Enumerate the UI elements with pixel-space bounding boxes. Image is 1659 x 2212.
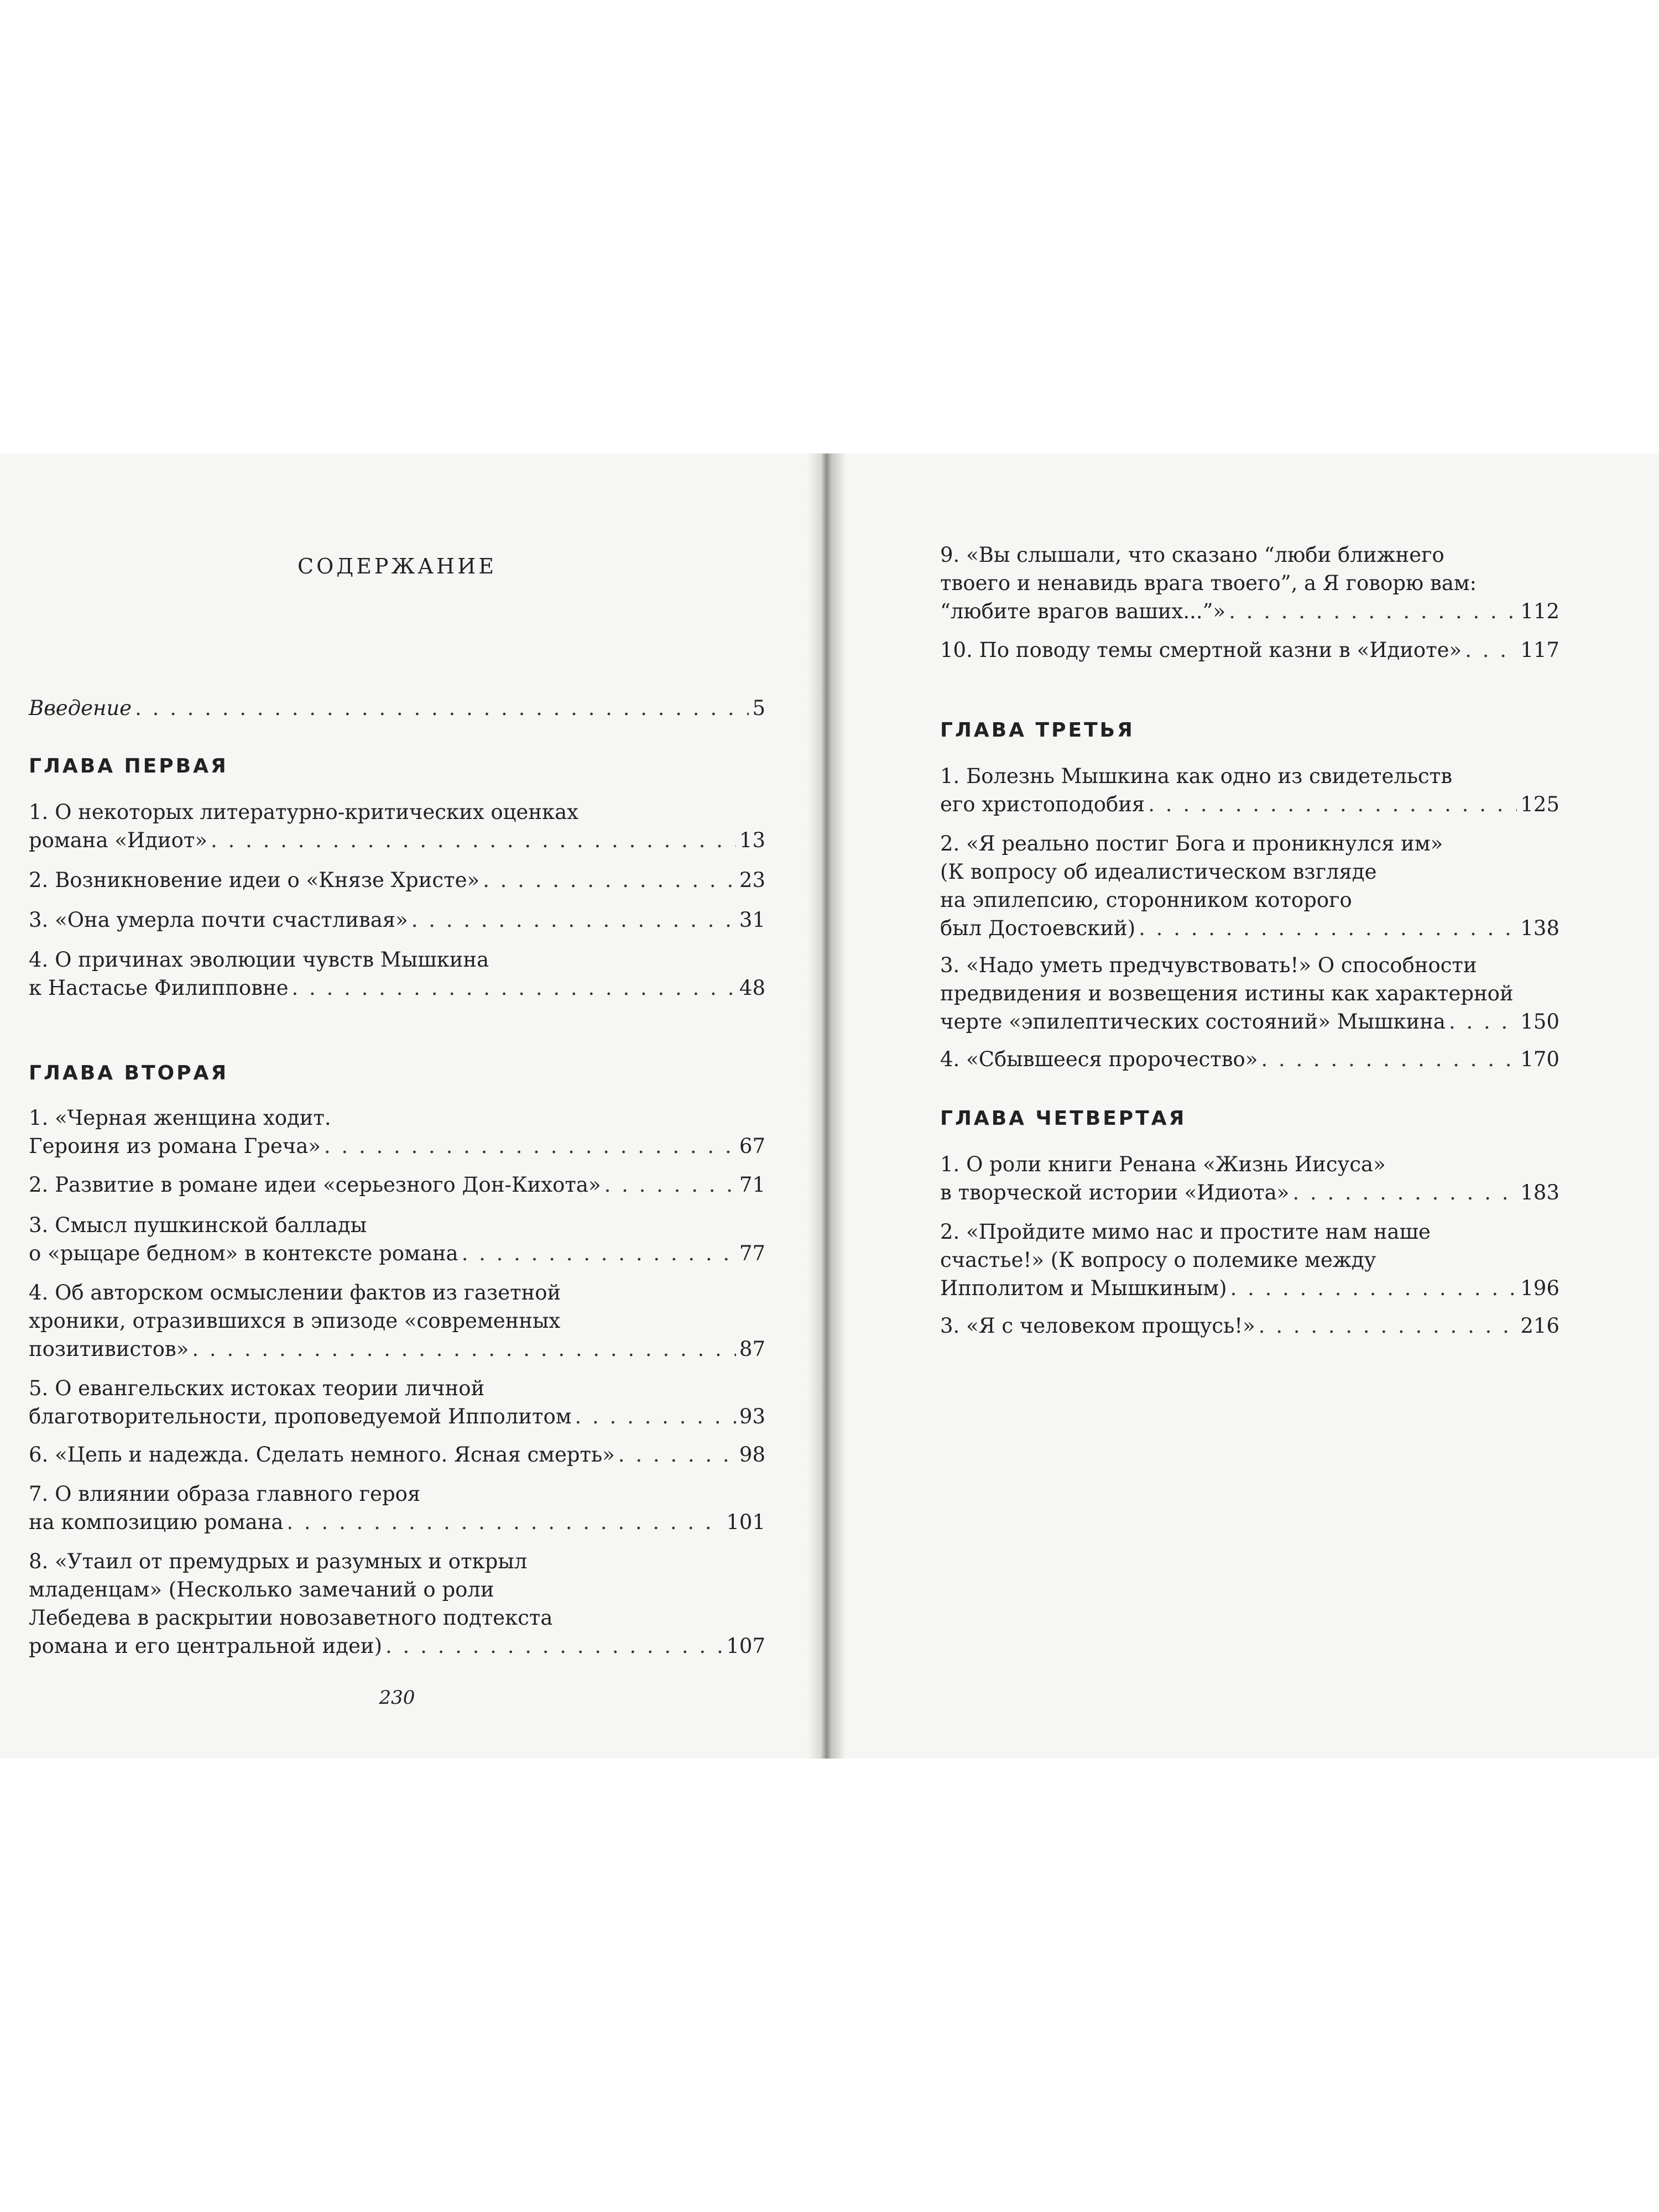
toc-entry-line: 8. «Утаил от премудрых и разумных и открыл (29, 1550, 528, 1573)
toc-entry-line: 4. «Сбывшееся пророчество» (940, 1047, 1258, 1071)
leader-dots (192, 1335, 736, 1363)
toc-entry-line: 3. «Надо уметь предчувствовать!» О способности (940, 953, 1477, 977)
toc-entry-line: 6. «Цепь и надежда. Сделать немного. Ясная смерть» (29, 1443, 615, 1467)
toc-entry-line: 1. О некоторых литературно-критических оценках (29, 800, 579, 824)
toc-entry[interactable] (940, 1312, 1559, 1340)
toc-entry[interactable] (29, 1480, 765, 1536)
toc-entry-line: романа «Идиот» (29, 828, 208, 852)
toc-page-number: 87 (739, 1337, 765, 1361)
toc-entry-line: 3. «Она умерла почти счастливая» (29, 908, 408, 932)
toc-page-number: 98 (739, 1443, 765, 1467)
toc-page-number: 150 (1520, 1010, 1559, 1034)
toc-entry-line: 1. О роли книги Ренана «Жизнь Иисуса» (940, 1152, 1386, 1176)
right-page (846, 453, 1659, 1759)
toc-entry-line: 4. Об авторском осмыслении фактов из газетной (29, 1281, 561, 1305)
toc-entry-line: 2. «Я реально постиг Бога и проникнулся им» (940, 832, 1443, 855)
toc-page-number: 112 (1520, 599, 1559, 623)
toc-page-number: 107 (726, 1634, 765, 1658)
leader-dots (1230, 1274, 1517, 1302)
toc-page-number: 31 (739, 908, 765, 932)
leader-dots (1292, 1178, 1517, 1207)
toc-entry-line: 1. Болезнь Мышкина как одно из свидетельств (940, 764, 1453, 788)
toc-page-number: 183 (1520, 1181, 1559, 1204)
toc-entry-intro[interactable] (29, 694, 765, 722)
chapter-heading: ГЛАВА ПЕРВАЯ (29, 755, 228, 778)
toc-entry[interactable] (29, 1211, 765, 1267)
toc-entry[interactable] (29, 1441, 765, 1469)
left-page (0, 453, 807, 1759)
toc-entry[interactable] (29, 1171, 765, 1199)
chapter-heading: ГЛАВА ЧЕТВЕРТАЯ (940, 1107, 1187, 1130)
toc-page-number: 48 (739, 976, 765, 1000)
toc-entry-line: 9. «Вы слышали, что сказано “люби ближнего (940, 543, 1444, 567)
toc-entry-text: Введение (29, 696, 132, 720)
leader-dots (618, 1441, 736, 1469)
toc-entry-line: 2. «Пройдите мимо нас и простите нам наше (940, 1220, 1431, 1244)
toc-entry-line: Героиня из романа Греча» (29, 1134, 321, 1158)
toc-entry-line: хроники, отразившихся в эпизоде «современных (29, 1309, 561, 1333)
toc-entry-line: в творческой истории «Идиота» (940, 1181, 1290, 1204)
leader-dots (575, 1402, 736, 1431)
toc-entry-line: 2. Развитие в романе идеи «серьезного Дон-Кихота» (29, 1173, 601, 1197)
toc-page-number: 138 (1520, 916, 1559, 940)
toc-entry-line: на эпилепсию, сторонником которого (940, 888, 1352, 912)
toc-entry-line: его христоподобия (940, 792, 1145, 816)
toc-entry-line: 7. О влиянии образа главного героя (29, 1482, 421, 1506)
toc-page-number: 93 (739, 1405, 765, 1428)
toc-entry[interactable] (29, 906, 765, 934)
toc-entry[interactable] (940, 1150, 1559, 1207)
leader-dots (1449, 1008, 1517, 1036)
chapter-heading: ГЛАВА ТРЕТЬЯ (940, 719, 1135, 742)
toc-page-number: 216 (1520, 1314, 1559, 1338)
leader-dots (1261, 1045, 1517, 1073)
toc-entry-line: о «рыцаре бедном» в контексте романа (29, 1241, 458, 1265)
toc-entry-line: 5. О евангельских истоках теории личной (29, 1376, 485, 1400)
toc-page-number: 23 (739, 868, 765, 892)
toc-page-number: 77 (739, 1241, 765, 1265)
toc-entry-line: счастье!» (К вопросу о полемике между (940, 1248, 1376, 1272)
toc-entry-line: 10. По поводу темы смертной казни в «Идиоте» (940, 638, 1462, 662)
toc-entry-line: 2. Возникновение идеи о «Князе Христе» (29, 868, 480, 892)
toc-entry-line: предвидения и возвещения истины как характерной (940, 982, 1514, 1005)
leader-dots (211, 826, 736, 854)
toc-page-number: 13 (739, 828, 765, 852)
leader-dots (462, 1239, 736, 1267)
leader-dots (411, 906, 736, 934)
leader-dots (1259, 1312, 1517, 1340)
leader-dots (286, 1508, 723, 1536)
leader-dots (483, 866, 736, 894)
toc-entry[interactable] (940, 830, 1559, 942)
toc-entry-line: благотворительности, проповедуемой Ипполитом (29, 1405, 572, 1428)
book-gutter (807, 453, 846, 1759)
toc-page-number: 117 (1520, 638, 1559, 662)
toc-entry[interactable] (940, 541, 1559, 625)
toc-entry-line: позитивистов» (29, 1337, 189, 1361)
toc-entry-line: 3. «Я с человеком прощусь!» (940, 1314, 1255, 1338)
toc-page-number: 196 (1520, 1276, 1559, 1300)
toc-entry-line: твоего и ненавидь врага твоего”, а Я говорю вам: (940, 571, 1477, 595)
leader-dots (385, 1632, 723, 1660)
toc-entry-line: “любите врагов ваших...”» (940, 599, 1226, 623)
leader-dots (604, 1171, 736, 1199)
toc-entry[interactable] (29, 1547, 765, 1660)
toc-page-number: 101 (726, 1510, 765, 1534)
toc-page-number: 5 (752, 696, 765, 720)
contents-title: СОДЕРЖАНИЕ (298, 554, 497, 578)
toc-entry[interactable] (940, 1045, 1559, 1073)
book-spread (0, 453, 1659, 1759)
toc-entry[interactable] (940, 1218, 1559, 1302)
toc-entry-line: 4. О причинах эволюции чувств Мышкина (29, 948, 489, 972)
toc-entry[interactable] (29, 1374, 765, 1431)
toc-entry[interactable] (29, 946, 765, 1002)
toc-entry-line: 1. «Черная женщина ходит. (29, 1106, 331, 1130)
leader-dots (1465, 636, 1517, 664)
toc-page-number: 170 (1520, 1047, 1559, 1071)
toc-entry-line: романа и его центральной идеи) (29, 1634, 383, 1658)
toc-entry-line: Лебедева в раскрытии новозаветного подтекста (29, 1606, 553, 1630)
toc-page-number: 67 (739, 1134, 765, 1158)
toc-page-number: 125 (1520, 792, 1559, 816)
leader-dots (1229, 597, 1517, 625)
toc-entry[interactable] (29, 1279, 765, 1363)
toc-entry-line: черте «эпилептических состояний» Мышкина (940, 1010, 1446, 1034)
toc-page-number: 71 (739, 1173, 765, 1197)
leader-dots (1139, 914, 1517, 942)
toc-entry-line: (К вопросу об идеалистическом взгляде (940, 860, 1377, 884)
toc-entry[interactable] (940, 636, 1559, 664)
leader-dots (292, 974, 736, 1002)
toc-entry-line: на композицию романа (29, 1510, 284, 1534)
chapter-heading: ГЛАВА ВТОРАЯ (29, 1062, 229, 1084)
leader-dots (324, 1132, 736, 1160)
page-folio: 230 (379, 1687, 415, 1709)
leader-dots (1148, 790, 1517, 818)
toc-entry[interactable] (940, 951, 1559, 1036)
toc-entry[interactable] (940, 762, 1559, 818)
toc-entry[interactable] (29, 866, 765, 894)
leader-dots (135, 694, 749, 722)
toc-entry-line: был Достоевский) (940, 916, 1136, 940)
toc-entry[interactable] (29, 798, 765, 854)
toc-entry-line: младенцам» (Несколько замечаний о роли (29, 1578, 494, 1601)
toc-entry[interactable] (29, 1104, 765, 1160)
toc-entry-line: 3. Смысл пушкинской баллады (29, 1213, 367, 1237)
toc-entry-line: к Настасье Филипповне (29, 976, 289, 1000)
toc-entry-line: Ипполитом и Мышкиным) (940, 1276, 1227, 1300)
